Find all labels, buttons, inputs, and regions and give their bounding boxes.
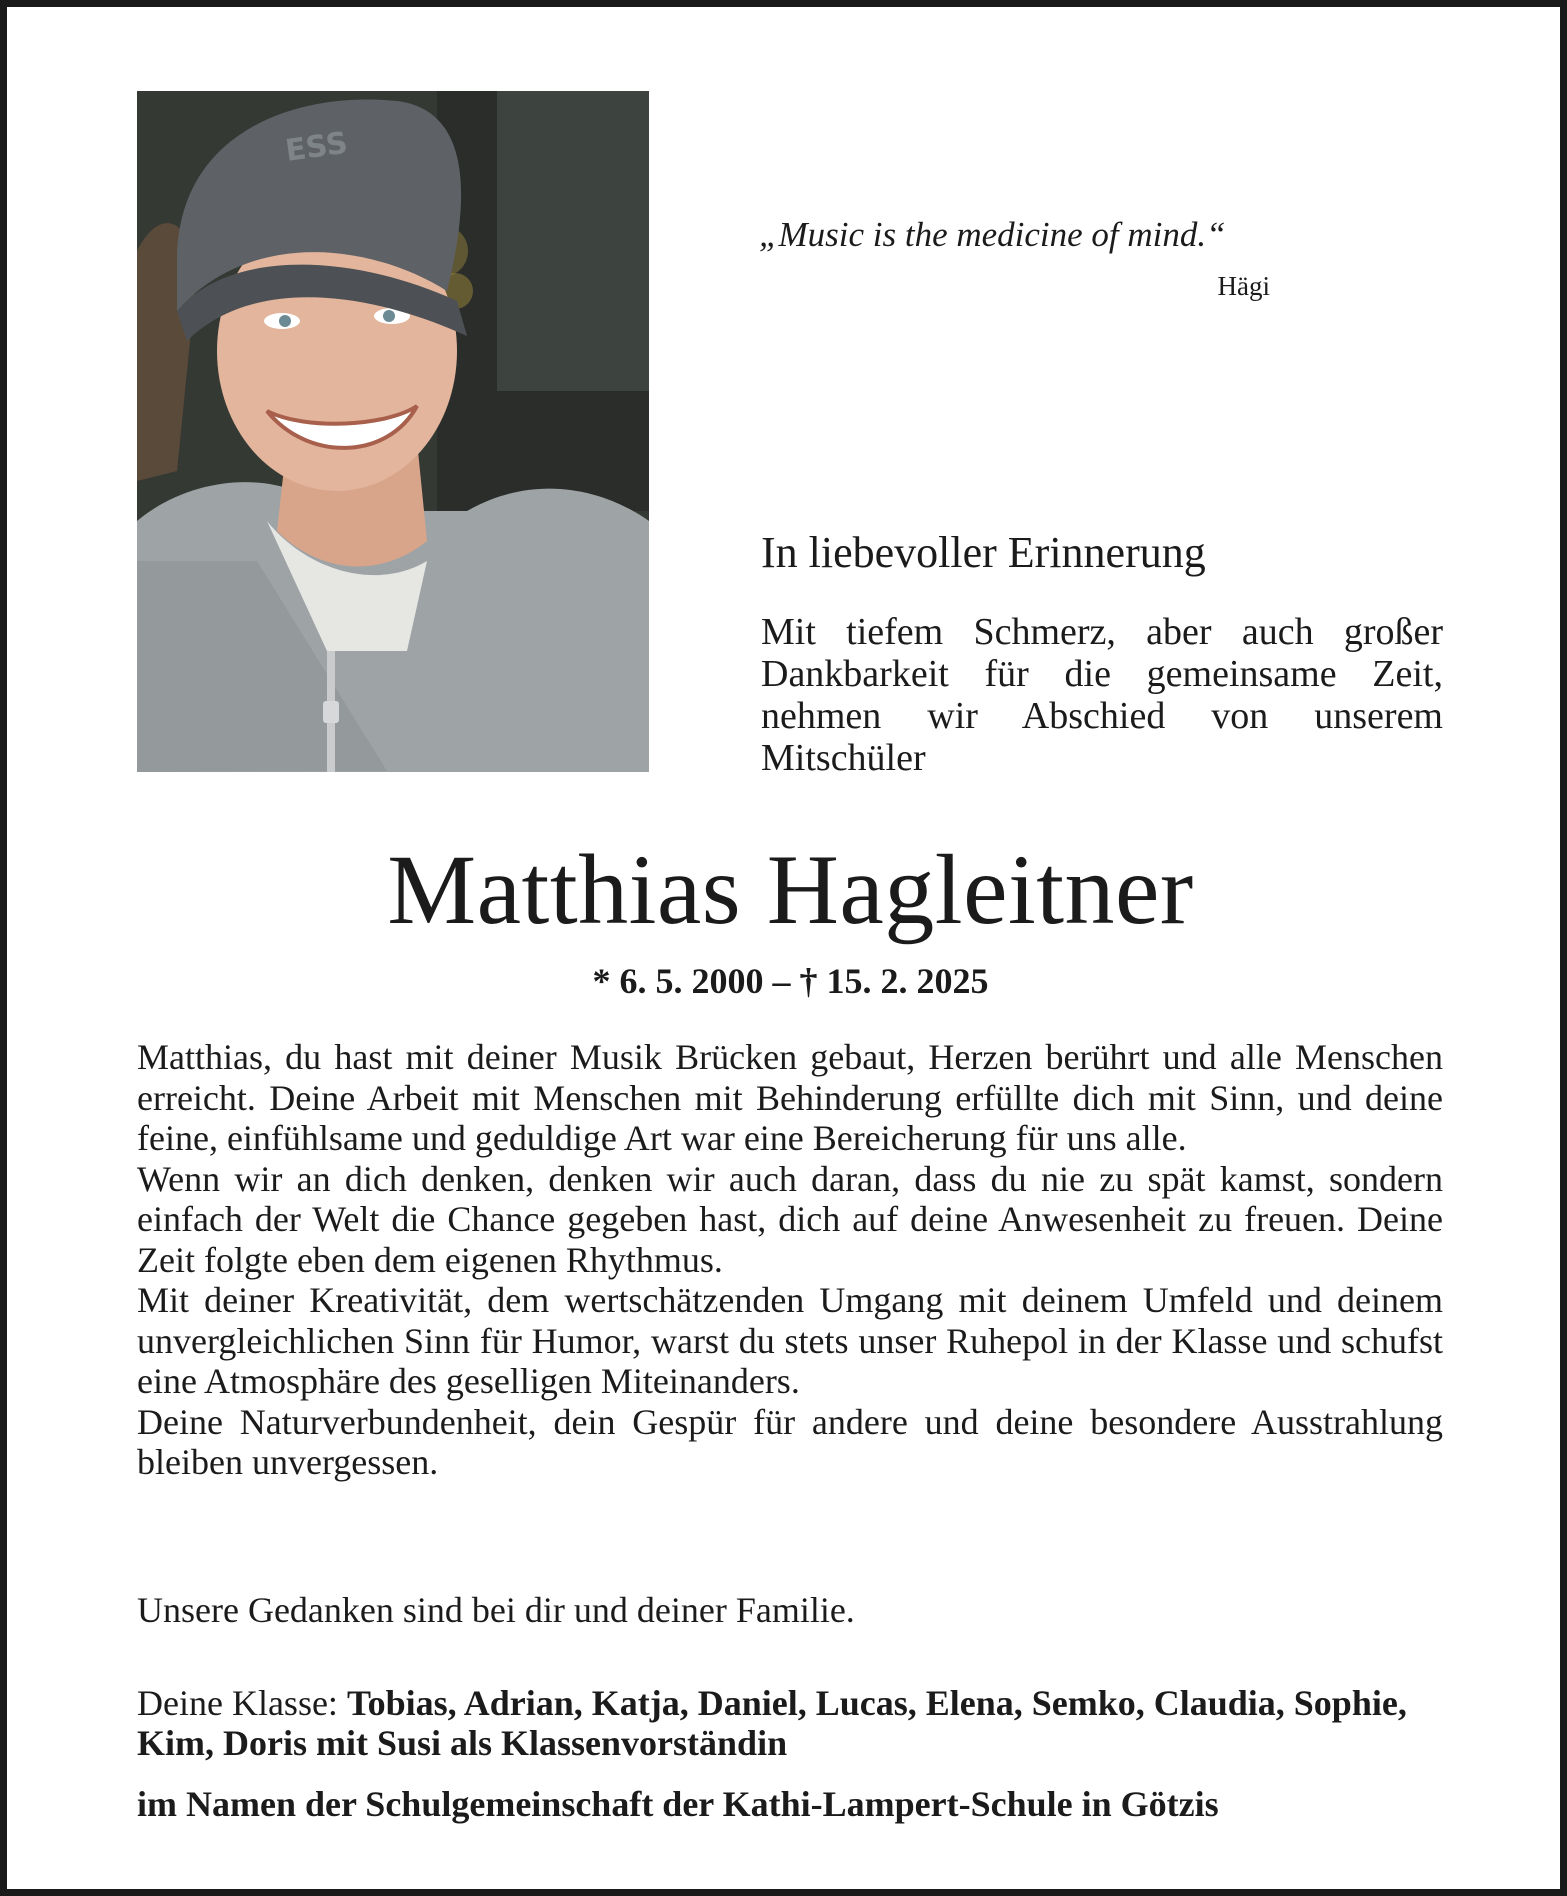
- eulogy-body: [137, 1037, 1443, 1483]
- closing-thoughts: Unsere Gedanken sind bei dir und deiner Familie.: [137, 1590, 855, 1630]
- signature-label: Deine Klasse:: [137, 1683, 347, 1723]
- eulogy-paragraph: Matthias, du hast mit deiner Musik Brücken gebaut, Herzen berührt und alle Menschen erreicht. Deine Arbeit mit Menschen mit Behinderung erfüllte dich mit Sinn, und deine feine, einfühlsame und geduldige Art war eine Bereicherung für uns alle.: [137, 1037, 1443, 1158]
- quote-author: Hägi: [1217, 271, 1270, 301]
- signature-class: [137, 1683, 1457, 1763]
- life-dates: * 6. 5. 2000 – † 15. 2. 2025: [592, 961, 989, 1001]
- portrait-photo: [137, 91, 649, 772]
- eulogy-paragraph: Deine Naturverbundenheit, dein Gespür für andere und deine besondere Ausstrahlung bleiben unvergessen.: [137, 1401, 1443, 1482]
- eulogy-paragraph: Mit deiner Kreativität, dem wertschätzenden Umgang mit deinem Umfeld und deinem unvergleichlichen Sinn für Humor, warst du stets unser Ruhepol in der Klasse und schufst eine Atmosphäre des geselligen Miteinanders.: [137, 1280, 1443, 1401]
- intro-text: Mit tiefem Schmerz, aber auch großer Dankbarkeit für die gemeinsame Zeit, nehmen wir Abschied von unserem Mitschüler: [761, 611, 1443, 779]
- cap-text: ESS: [283, 125, 350, 169]
- deceased-name: Matthias Hagleitner: [387, 834, 1194, 945]
- portrait-illustration: [137, 91, 649, 772]
- memory-heading: In liebevoller Erinnerung: [761, 528, 1206, 577]
- eulogy-paragraph: Wenn wir an dich denken, denken wir auch daran, dass du nie zu spät kamst, sondern einfach der Welt die Chance gegeben hast, dich auf deine Anwesenheit zu freuen. Deine Zeit folgte eben dem eigenen Rhythmus.: [137, 1158, 1443, 1280]
- signature-school: im Namen der Schulgemeinschaft der Kathi-Lampert-Schule in Götzis: [137, 1784, 1219, 1824]
- signature-names: Tobias, Adrian, Katja, Daniel, Lucas, Elena, Semko, Claudia, Sophie, Kim, Doris mit Susi als Klassenvorständin: [137, 1683, 1407, 1763]
- quote-text: „Music is the medicine of mind.“: [759, 215, 1226, 254]
